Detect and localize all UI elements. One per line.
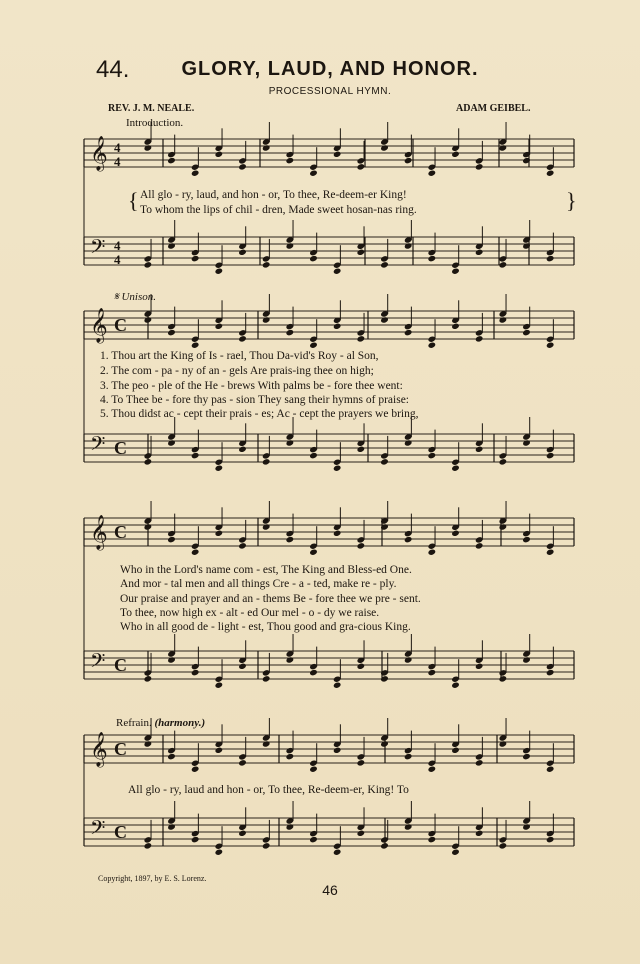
treble-clef-icon: 𝄞 [90,515,108,550]
notehead [475,446,484,453]
notehead [333,682,342,689]
notehead [357,163,366,170]
page-number: 46 [322,882,338,898]
intro-lyric-line: All glo - ry, laud, and hon - or, To thee, Re-deem-er King! [140,189,407,201]
notehead [546,452,555,459]
notehead [451,465,460,472]
notehead [475,249,484,256]
notehead [475,335,484,342]
notehead [357,830,366,837]
notehead [238,663,247,670]
notehead [167,536,176,543]
notehead [238,249,247,256]
notehead [451,682,460,689]
common-time-icon: C [114,438,127,458]
notehead [215,268,224,275]
notehead [428,549,437,556]
notehead [404,242,413,249]
notehead [380,458,389,465]
notehead [191,342,200,349]
notehead [522,329,531,336]
notehead [380,144,389,151]
verse-lyric-line: 5. Thou didst ac - cept their prais - es; Ac - cept the prayers we bring, [100,408,419,420]
notehead [167,157,176,164]
notehead [546,836,555,843]
notehead [333,530,342,537]
notehead [499,675,508,682]
notehead [357,446,366,453]
notehead [380,740,389,747]
verse-lyric-line: 3. The peo - ple of the He - brews With palms be - fore thee went: [100,380,403,392]
notehead [262,458,271,465]
notehead [522,536,531,543]
notehead [286,753,295,760]
notehead [333,747,342,754]
verse-lyric-line: To thee, now high ex - alt - ed Our mel - o - dy we raise. [120,607,380,619]
notehead [357,249,366,256]
refrain-label [116,717,205,729]
notehead [191,836,200,843]
notehead [475,830,484,837]
notehead [238,163,247,170]
notehead [309,342,318,349]
notehead [522,823,531,830]
notehead [404,536,413,543]
unison-text: Unison. [121,291,157,303]
notehead [144,261,153,268]
notehead [309,255,318,262]
notehead [428,766,437,773]
notehead [404,439,413,446]
notehead [522,439,531,446]
notehead [262,523,271,530]
notehead [546,669,555,676]
time-signature-bottom: 4 [114,154,121,169]
notehead [357,663,366,670]
notehead [404,656,413,663]
notehead [144,144,153,151]
notehead [522,753,531,760]
notehead [167,242,176,249]
notehead [238,830,247,837]
notehead [309,766,318,773]
notehead [144,316,153,323]
notehead [546,766,555,773]
treble-clef-icon: 𝄞 [90,308,108,343]
notehead [215,151,224,158]
notehead [522,656,531,663]
common-time-icon: C [114,739,127,759]
verse-lyric-line: Who in all good de - light - est, Thou good and gra-cious King. [120,621,411,633]
notehead [475,663,484,670]
notehead [238,335,247,342]
notehead [286,656,295,663]
notehead [451,747,460,754]
time-signature-top: 4 [114,238,121,253]
notehead [262,316,271,323]
notehead [215,849,224,856]
notehead [380,316,389,323]
notehead [475,759,484,766]
bass-clef-icon: 𝄢 [90,432,106,460]
notehead [215,323,224,330]
notehead [191,452,200,459]
notehead [191,766,200,773]
notehead [144,675,153,682]
notehead [428,836,437,843]
intro-lyric-line: To whom the lips of chil - dren, Made sweet hosan-nas ring. [140,204,417,216]
notehead [357,542,366,549]
time-signature-top: 4 [114,140,121,155]
harmony-text: (harmony.) [154,717,206,729]
treble-clef-icon: 𝄞 [90,136,108,171]
author: REV. J. M. NEALE. [108,103,195,114]
notehead [404,329,413,336]
notehead [262,261,271,268]
notehead [546,342,555,349]
treble-clef-icon: 𝄞 [90,732,108,767]
notehead [286,439,295,446]
hymn-number: 44. [96,56,130,83]
bass-clef-icon: 𝄢 [90,235,106,263]
notehead [451,530,460,537]
notehead [404,157,413,164]
notehead [167,439,176,446]
notehead [191,549,200,556]
notehead [144,842,153,849]
notehead [238,446,247,453]
notehead [262,675,271,682]
notehead [499,316,508,323]
notehead [333,268,342,275]
notehead [499,144,508,151]
notehead [167,329,176,336]
common-time-icon: C [114,655,127,675]
notehead [309,669,318,676]
hymn-subtitle: PROCESSIONAL HYMN. [268,86,392,97]
notehead [333,465,342,472]
notehead [238,759,247,766]
lyric-bracket-left: { [128,188,139,213]
notehead [144,740,153,747]
refrain-text: Refrain. [116,717,152,729]
bass-clef-icon: 𝄢 [90,649,106,677]
notehead [404,823,413,830]
composer: ADAM GEIBEL. [456,103,531,114]
notehead [475,542,484,549]
notehead [167,753,176,760]
notehead [191,669,200,676]
notehead [333,323,342,330]
notehead [333,151,342,158]
notehead [428,342,437,349]
notehead [215,530,224,537]
notehead [191,170,200,177]
verse-lyric-line: Who in the Lord's name com - est, The King and Bless-ed One. [120,564,412,576]
refrain-lyric-line: All glo - ry, laud and hon - or, To thee, Re-deem-er, King! To [128,784,409,796]
notehead [262,842,271,849]
notehead [380,261,389,268]
notehead [309,452,318,459]
notehead [286,823,295,830]
bass-clef-icon: 𝄢 [90,816,106,844]
notehead [546,255,555,262]
notehead [451,849,460,856]
verse-lyric-line: 1. Thou art the King of Is - rael, Thou Da-vid's Roy - al Son, [100,350,379,362]
notehead [215,682,224,689]
notehead [546,170,555,177]
notehead [475,163,484,170]
notehead [215,747,224,754]
notehead [428,170,437,177]
lyric-bracket-right: } [566,188,577,213]
notehead [144,523,153,530]
notehead [286,242,295,249]
notehead [499,842,508,849]
notehead [499,261,508,268]
verse-lyric-line: 4. To Thee be - fore thy pas - sion They sang their hymns of praise: [100,394,409,406]
notehead [428,255,437,262]
introduction-label: Introduction. [126,117,184,129]
notehead [451,323,460,330]
copyright: Copyright, 1897, by E. S. Lorenz. [98,874,207,883]
notehead [309,549,318,556]
notehead [357,759,366,766]
notehead [262,740,271,747]
notehead [144,458,153,465]
notehead [333,849,342,856]
notehead [499,523,508,530]
verse-lyric-line: And mor - tal men and all things Cre - a - ted, make re - ply. [120,578,397,590]
notehead [238,542,247,549]
notehead [309,836,318,843]
notehead [167,823,176,830]
verse-lyric-line: Our praise and prayer and an - thems Be - fore thee we pre - sent. [120,593,421,605]
common-time-icon: C [114,822,127,842]
common-time-icon: C [114,315,127,335]
notehead [215,465,224,472]
notehead [286,157,295,164]
notehead [546,549,555,556]
notehead [451,151,460,158]
segno-icon: 𝄋 [114,291,119,303]
verse-lyric-line: 2. The com - pa - ny of an - gels Are prais-ing thee on high; [100,365,374,377]
unison-label [114,291,156,304]
notehead [286,329,295,336]
hymn-title: GLORY, LAUD, AND HONOR. [181,58,479,80]
notehead [499,458,508,465]
notehead [428,452,437,459]
time-signature-bottom: 4 [114,252,121,267]
notehead [167,656,176,663]
notehead [286,536,295,543]
notehead [309,170,318,177]
notehead [357,335,366,342]
common-time-icon: C [114,522,127,542]
notehead [451,268,460,275]
notehead [404,753,413,760]
notehead [428,669,437,676]
notehead [380,842,389,849]
notehead [262,144,271,151]
notehead [499,740,508,747]
notehead [191,255,200,262]
